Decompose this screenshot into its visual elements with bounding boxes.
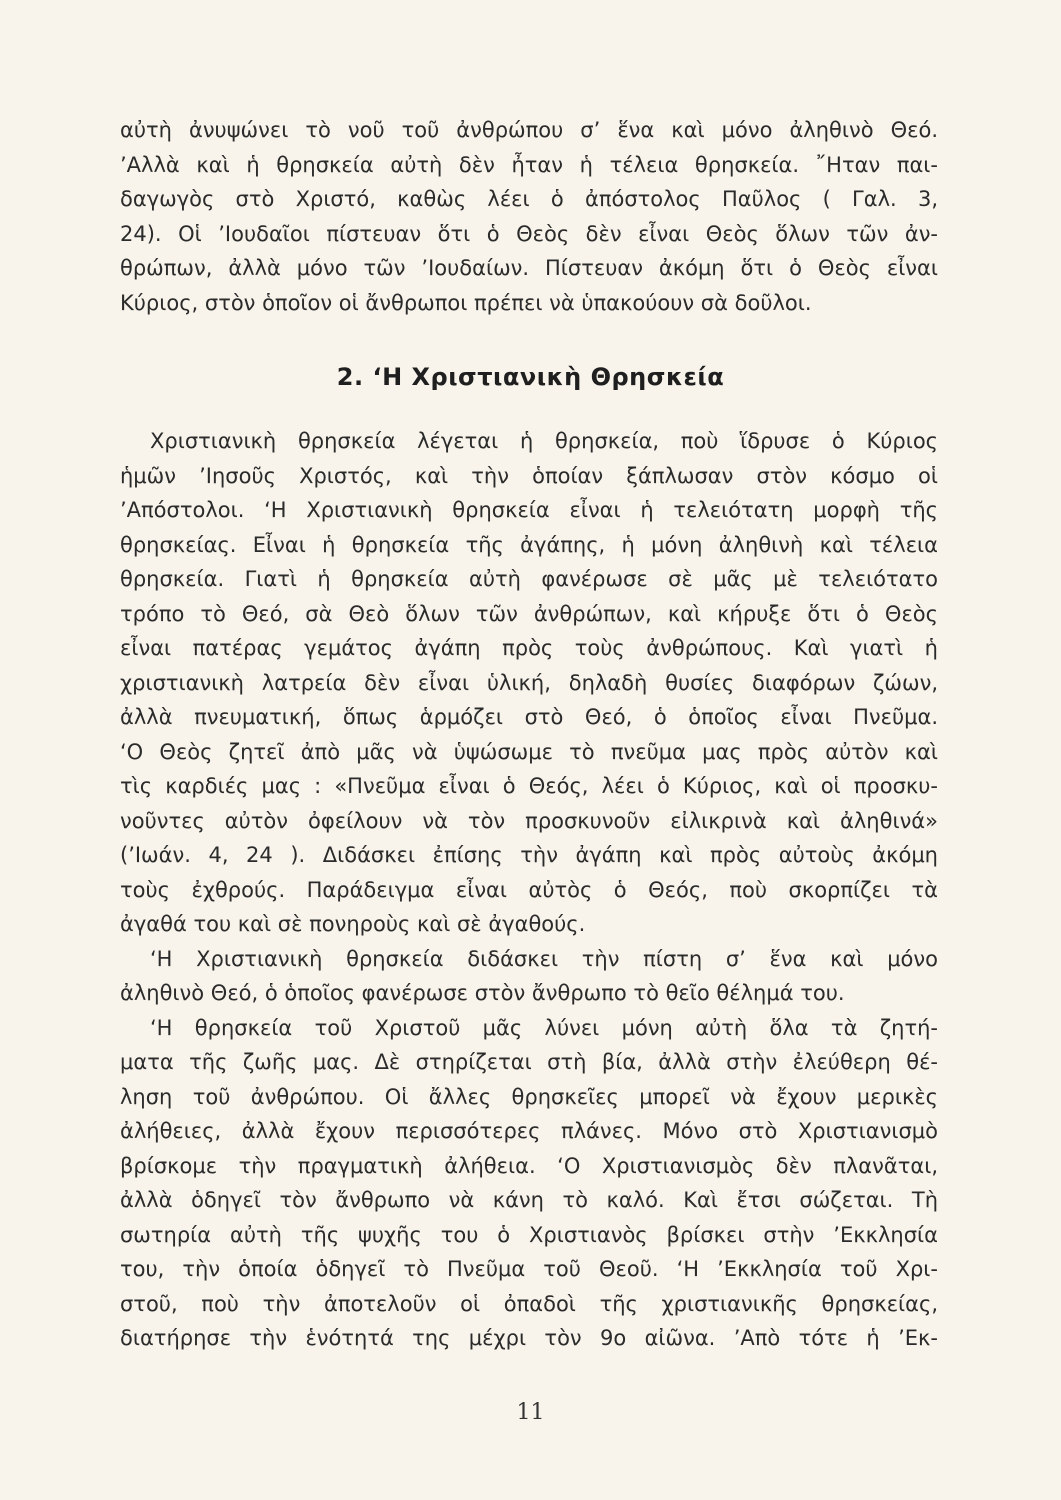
text-line: θρησκεία. Γιατὶ ἡ θρησκεία αὐτὴ φανέρωσε σὲ μᾶς μὲ τελειότατο xyxy=(120,567,938,591)
text-line: Κύριος, στὸν ὁποῖον οἱ ἄνθρωποι πρέπει νὰ ὑπακούουν σὰ δοῦλοι. xyxy=(120,290,812,315)
text-line: σωτηρία αὐτὴ τῆς ψυχῆς του ὁ Χριστιανὸς βρίσκει στὴν ’Εκκλησία xyxy=(120,1222,938,1247)
text-line: ’Απόστολοι. ‘Η Χριστιανικὴ θρησκεία εἶναι ἡ τελειότατη μορφὴ τῆς xyxy=(120,498,938,522)
text-line: ἡμῶν ’Ιησοῦς Χριστός, καὶ τὴν ὁποίαν ξάπλωσαν στὸν κόσμο οἱ xyxy=(120,463,938,488)
section-heading: 2. ‘Η Χριστιανικὴ Θρησκεία xyxy=(336,363,725,391)
text-line: βρίσκομε τὴν πραγματικὴ ἀλήθεια. ‘Ο Χριστιανισμὸς δὲν πλανᾶται, xyxy=(120,1153,938,1178)
text-line: ληση τοῦ ἀνθρώπου. Οἱ ἄλλες θρησκεῖες μπορεῖ νὰ ἔχουν μερικὲς xyxy=(120,1084,938,1109)
text-line: στοῦ, ποὺ τὴν ἀποτελοῦν οἱ ὀπαδοὶ τῆς χριστιανικῆς θρησκείας, xyxy=(120,1291,938,1316)
text-line: νοῦντες αὐτὸν ὀφείλουν νὰ τὸν προσκυνοῦν εἰλικρινὰ καὶ ἀληθινά» xyxy=(120,808,938,833)
page-number: 11 xyxy=(516,1400,545,1425)
text-line: (’Ιωάν. 4, 24 ). Διδάσκει ἐπίσης τὴν ἀγάπη καὶ πρὸς αὐτοὺς ἀκόμη xyxy=(120,843,938,867)
text-line: ἀγαθά του καὶ σὲ πονηροὺς καὶ σὲ ἀγαθούς. xyxy=(120,912,586,936)
text-line: του, τὴν ὁποία ὁδηγεῖ τὸ Πνεῦμα τοῦ Θεοῦ. ‘Η ’Εκκλησία τοῦ Χρι- xyxy=(120,1257,938,1281)
text-line: εἶναι πατέρας γεμάτος ἀγάπη πρὸς τοὺς ἀνθρώπους. Καὶ γιατὶ ἡ xyxy=(120,636,938,660)
text-line: θρώπων, ἀλλὰ μόνο τῶν ’Ιουδαίων. Πίστευαν ἀκόμη ὅτι ὁ Θεὸς εἶναι xyxy=(120,256,938,280)
text-line: ἀληθινὸ Θεό, ὁ ὁποῖος φανέρωσε στὸν ἄνθρωπο τὸ θεῖο θέλημά του. xyxy=(120,981,845,1005)
section-body xyxy=(120,424,938,1356)
text-line: αὐτὴ ἀνυψώνει τὸ νοῦ τοῦ ἀνθρώπου σ’ ἕνα καὶ μόνο ἀληθινὸ Θεό. xyxy=(120,118,938,142)
text-line: ἀλλὰ πνευματική, ὅπως ἁρμόζει στὸ Θεό, ὁ ὁποῖος εἶναι Πνεῦμα. xyxy=(120,705,938,729)
text-line: ‘Η θρησκεία τοῦ Χριστοῦ μᾶς λύνει μόνη αὐτὴ ὅλα τὰ ζητή- xyxy=(150,1015,938,1040)
text-line: 24). Οἱ ’Ιουδαῖοι πίστευαν ὅτι ὁ Θεὸς δὲν εἶναι Θεὸς ὅλων τῶν ἀν- xyxy=(120,221,938,246)
text-line: τρόπο τὸ Θεό, σὰ Θεὸ ὅλων τῶν ἀνθρώπων, καὶ κήρυξε ὅτι ὁ Θεὸς xyxy=(120,601,938,626)
text-line: χριστιανικὴ λατρεία δὲν εἶναι ὑλική, δηλαδὴ θυσίες διαφόρων ζώων, xyxy=(120,670,938,695)
text-line: διατήρησε τὴν ἑνότητά της μέχρι τὸν 9ο αἰῶνα. ’Απὸ τότε ἡ ’Εκ- xyxy=(120,1326,938,1350)
text-line: ’Αλλὰ καὶ ἡ θρησκεία αὐτὴ δὲν ἦταν ἡ τέλεια θρησκεία. ῎Ηταν παι- xyxy=(120,152,938,177)
text-line: ‘Η Χριστιανικὴ θρησκεία διδάσκει τὴν πίστη σ’ ἕνα καὶ μόνο xyxy=(150,946,938,971)
text-line: Χριστιανικὴ θρησκεία λέγεται ἡ θρησκεία, ποὺ ἵδρυσε ὁ Κύριος xyxy=(150,429,938,453)
text-line: τοὺς ἐχθρούς. Παράδειγμα εἶναι αὐτὸς ὁ Θεός, ποὺ σκορπίζει τὰ xyxy=(120,877,938,902)
text-line: ἀλήθειες, ἀλλὰ ἔχουν περισσότερες πλάνες. Μόνο στὸ Χριστιανισμὸ xyxy=(120,1119,938,1143)
intro-paragraph xyxy=(120,113,938,320)
text-line: τὶς καρδιές μας : «Πνεῦμα εἶναι ὁ Θεός, λέει ὁ Κύριος, καὶ οἱ προσκυ- xyxy=(120,774,938,798)
text-line: ἀλλὰ ὁδηγεῖ τὸν ἄνθρωπο νὰ κάνη τὸ καλό. Καὶ ἔτσι σώζεται. Τὴ xyxy=(120,1188,938,1212)
text-line: δαγωγὸς στὸ Χριστό, καθὼς λέει ὁ ἀπόστολος Παῦλος ( Γαλ. 3, xyxy=(120,187,938,211)
text-line: θρησκείας. Εἶναι ἡ θρησκεία τῆς ἀγάπης, ἡ μόνη ἀληθινὴ καὶ τέλεια xyxy=(120,532,938,557)
text-line: ‘Ο Θεὸς ζητεῖ ἀπὸ μᾶς νὰ ὑψώσωμε τὸ πνεῦμα μας πρὸς αὐτὸν καὶ xyxy=(120,739,938,764)
text-line: ματα τῆς ζωῆς μας. Δὲ στηρίζεται στὴ βία, ἀλλὰ στὴν ἐλεύθερη θέ- xyxy=(120,1050,938,1074)
